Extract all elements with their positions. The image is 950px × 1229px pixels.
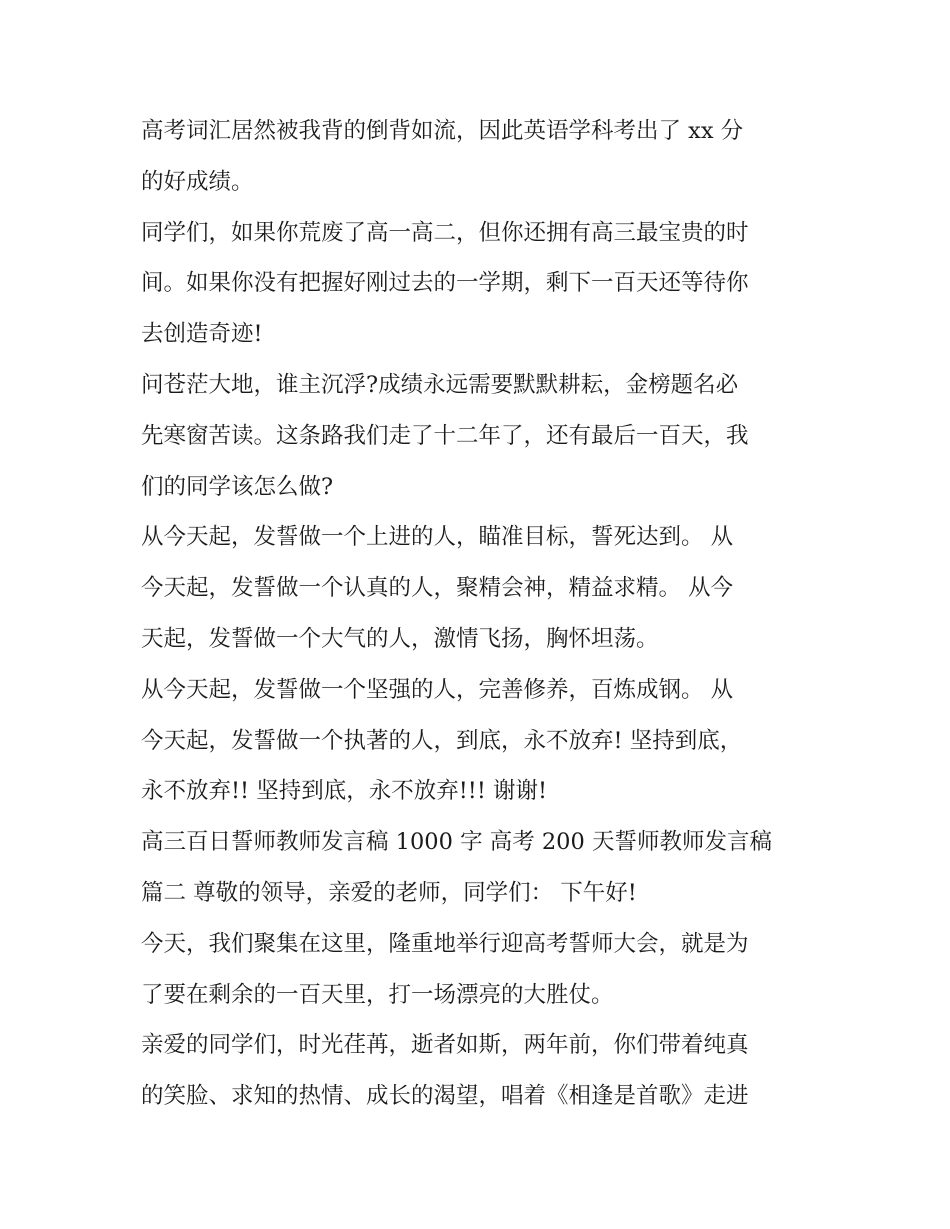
text-line: 了要在剩余的一百天里，打一场漂亮的大胜仗。 <box>141 981 614 1008</box>
text-line: 从今天起，发誓做一个上进的人，瞄准目标，誓死达到。 从 <box>141 524 734 551</box>
text-line: 亲爱的同学们，时光荏苒，逝者如斯，两年前，你们带着纯真 <box>141 1032 749 1059</box>
text-line: 永不放弃!! 坚持到底，永不放弃!!! 谢谢! <box>141 778 548 805</box>
text-line: 去创造奇迹! <box>141 321 263 348</box>
text-line: 今天起，发誓做一个执著的人，到底，永不放弃! 坚持到底， <box>141 727 743 754</box>
text-line: 间。如果你没有把握好刚过去的一学期，剩下一百天还等待你 <box>141 270 749 297</box>
text-line: 的好成绩。 <box>141 168 254 195</box>
document-body <box>141 106 813 1122</box>
text-line: 天起，发誓做一个大气的人，激情飞扬，胸怀坦荡。 <box>141 625 659 652</box>
text-line: 篇二 尊敬的领导，亲爱的老师，同学们： 下午好! <box>141 879 637 906</box>
text-line: 问苍茫大地，谁主沉浮?成绩永远需要默默耕耘，金榜题名必 <box>141 371 739 398</box>
text-line: 从今天起，发誓做一个坚强的人，完善修养，百炼成钢。 从 <box>141 676 734 703</box>
text-line: 同学们，如果你荒废了高一高二，但你还拥有高三最宝贵的时 <box>141 219 749 246</box>
text-line: 先寒窗苦读。这条路我们走了十二年了，还有最后一百天，我 <box>141 422 749 449</box>
text-line: 今天起，发誓做一个认真的人，聚精会神，精益求精。 从今 <box>141 575 734 602</box>
text-line: 高考词汇居然被我背的倒背如流，因此英语学科考出了 xx 分 <box>141 118 744 144</box>
text-line: 们的同学该怎么做? <box>141 473 334 500</box>
text-line: 高三百日誓师教师发言稿 1000 字 高考 200 天誓师教师发言稿 <box>141 829 772 856</box>
text-line: 今天，我们聚集在这里，隆重地举行迎高考誓师大会，就是为 <box>141 930 749 957</box>
text-line: 的笑脸、求知的热情、成长的渴望，唱着《相逢是首歌》走进 <box>141 1083 749 1110</box>
